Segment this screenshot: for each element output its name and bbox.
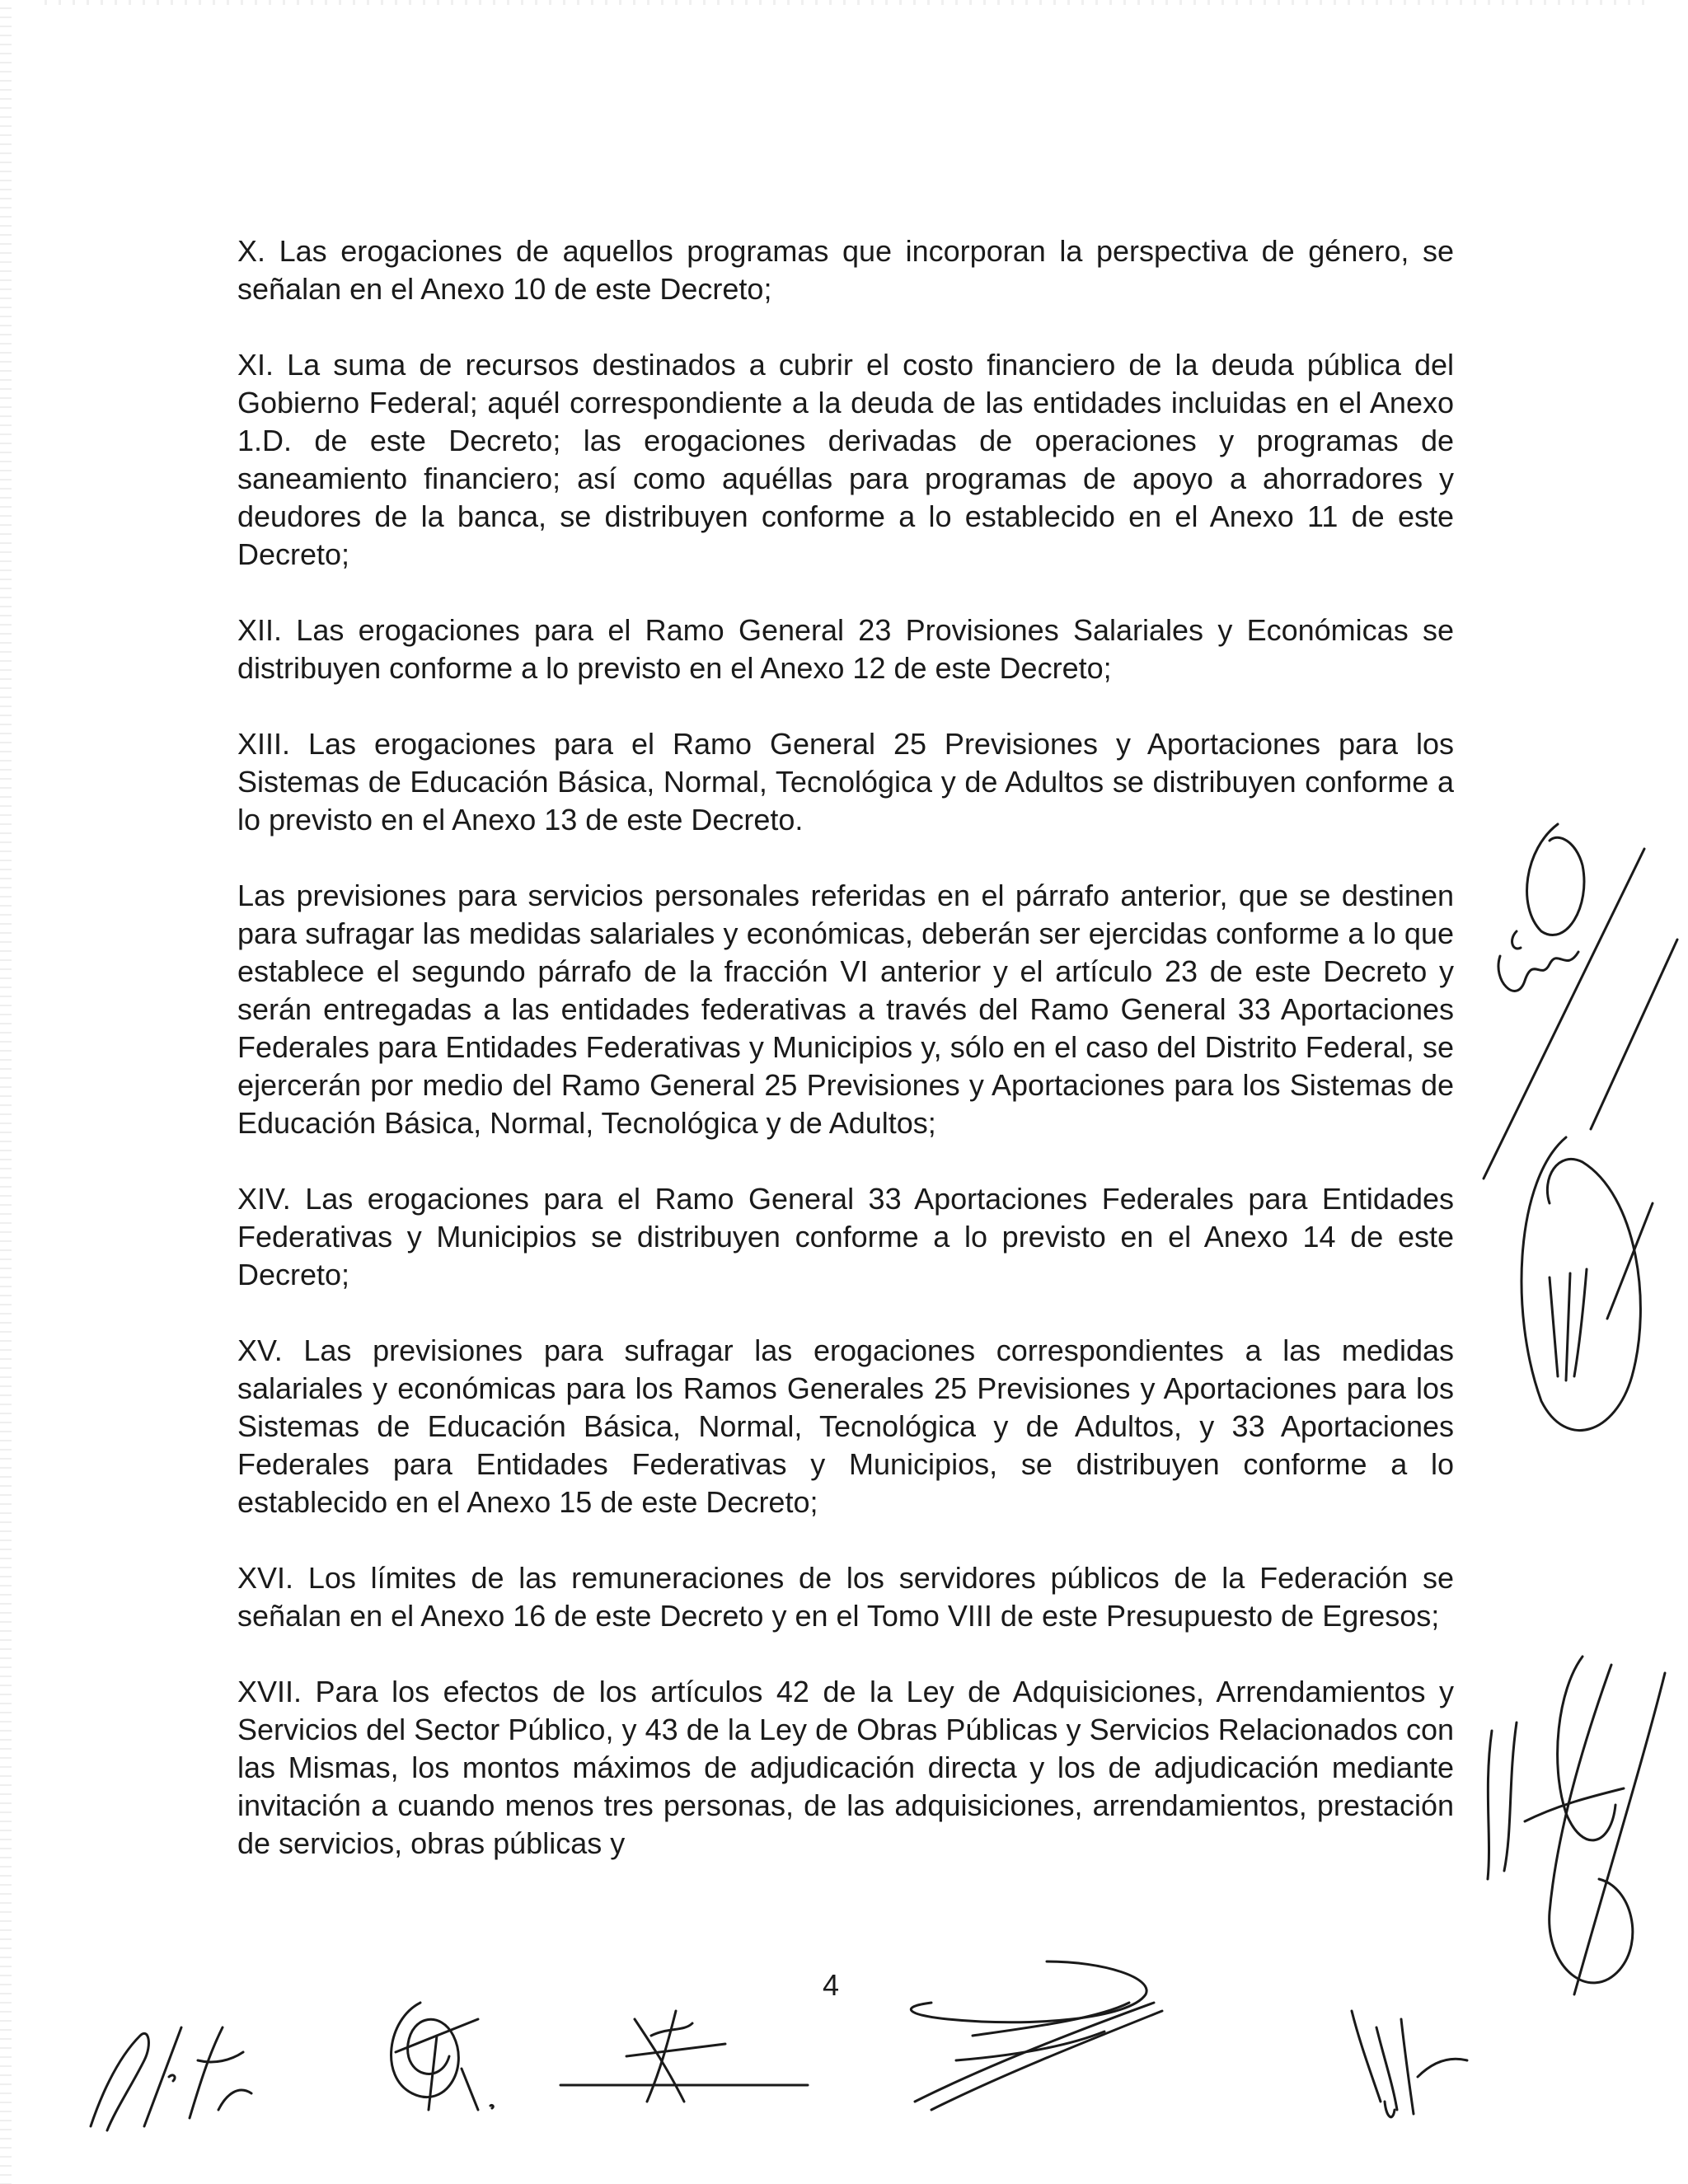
handwritten-signature-bottom-4 (882, 1945, 1179, 2126)
handwritten-signature-bottom-3 (544, 1994, 824, 2110)
paragraph-xii: XII. Las erogaciones para el Ramo General 23 Provisiones Salariales y Económicas se distribuyen conforme a lo previsto en el Anexo 12 de este Decreto; (237, 613, 1454, 685)
paragraph-xiii: XIII. Las erogaciones para el Ramo General 25 Previsiones y Aportaciones para los Sistemas de Educación Básica, Normal, Tecnológica y de Adultos se distribuyen conforme a lo previsto en el Anexo 13 de este Decreto. (237, 727, 1454, 837)
paragraph-xvii: XVII. Para los efectos de los artículos 42 de la Ley de Adquisiciones, Arrendamientos y Servicios del Sector Público, y 43 de la Ley de Obras Públicas y Servicios Relacionados con las Mismas, los montos máximos de adjudicación directa y los de adjudicación mediante invitación a cuando menos tres personas, de las adquisiciones, arrendamientos, prestación de servicios, obras públicas y (237, 1675, 1454, 1860)
paragraph-xv: XV. Las previsiones para sufragar las erogaciones correspondientes a las medidas salariales y económicas para los Ramos Generales 25 Previsiones y Aportaciones para los Sistemas de Educación Básica, Normal, Tecnológica y de Adultos, y 33 Aportaciones Federales para Entidades Federativas y Municipios, se distribuyen conforme a lo establecido en el Anexo 15 de este Decreto; (237, 1333, 1454, 1519)
paragraph-xvi: XVI. Los límites de las remuneraciones de los servidores públicos de la Federación se señalan en el Anexo 16 de este Decreto y en el Tomo VIII de este Presupuesto de Egresos; (237, 1561, 1454, 1633)
scan-artifact-top (33, 0, 1648, 5)
document-body (237, 232, 1454, 1900)
handwritten-signature-bottom-5 (1335, 1978, 1484, 2126)
handwritten-signature-bottom-2 (363, 1986, 503, 2126)
page-number: 4 (823, 1968, 840, 2002)
handwritten-signature-bottom-1 (66, 2003, 264, 2143)
handwritten-signature-right-margin-bottom (1467, 1640, 1681, 2019)
paragraph-x: X. Las erogaciones de aquellos programas que incorporan la perspectiva de género, se señalan en el Anexo 10 de este Decreto; (237, 234, 1454, 306)
handwritten-signature-right-margin-middle (1492, 1129, 1657, 1442)
scan-artifact-left (0, 0, 12, 2184)
paragraph-xi: XI. La suma de recursos destinados a cubrir el costo financiero de la deuda pública del Gobierno Federal; aquél correspondiente a la deuda de las entidades incluidas en el Anexo 1.D. de este Decreto; las erogaciones derivadas de operaciones y programas de saneamiento financiero; así como aquéllas para programas de apoyo a ahorradores y deudores de la banca, se distribuyen conforme a lo establecido en el Anexo 11 de este Decreto; (237, 348, 1454, 571)
paragraph-xiv: XIV. Las erogaciones para el Ramo General 33 Aportaciones Federales para Entidades Federativas y Municipios se distribuyen conforme a lo previsto en el Anexo 14 de este Decreto; (237, 1182, 1454, 1291)
paragraph-xiii-continuation: Las previsiones para servicios personales referidas en el párrafo anterior, que se destinen para sufragar las medidas salariales y económicas, deberán ser ejercidas conforme a lo que establece el segundo párrafo de la fracción VI anterior y el artículo 23 de este Decreto y serán entregadas a las entidades federativas a través del Ramo General 33 Aportaciones Federales para Entidades Federativas y Municipios y, sólo en el caso del Distrito Federal, se ejercerán por medio del Ramo General 25 Previsiones y Aportaciones para los Sistemas de Educación Básica, Normal, Tecnológica y de Adultos; (237, 879, 1454, 1140)
